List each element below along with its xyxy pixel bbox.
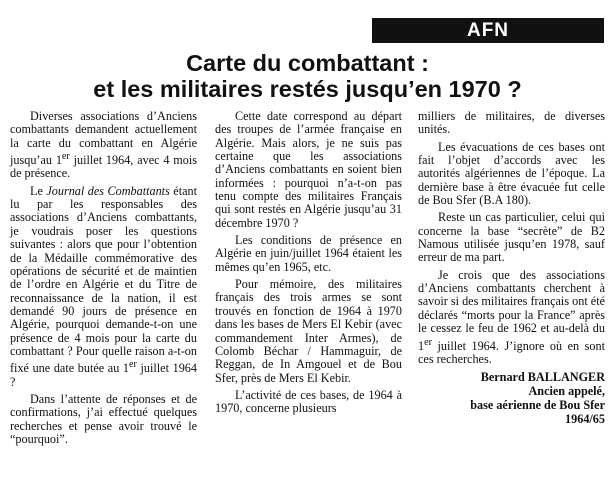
author-years: 1964/65 — [565, 412, 605, 427]
paragraph: Les évacuations de ces bases ont fait l’objet d’accords avec les autorités algériennes de l’époque. La dernière base à être évacuée fut celle de Bou Sfer (B.A 180). — [418, 139, 605, 208]
paragraph: L’activité de ces bases, de 1964 à 1970, concerne plusieurs — [215, 387, 402, 416]
section-badge: AFN — [372, 18, 604, 43]
paragraph: milliers de militaires, de diverses unités. — [418, 109, 605, 137]
paragraph: Je crois que des associations d’Anciens combattants cherchent à savoir si des militaires français ont été déclarés “morts pour la France” après le cessez le feu de 1962 et au-delà du 1er juillet 1964. J’ignore où en sont ces recherches. — [418, 267, 605, 366]
paragraph: Diverses associations d’Anciens combattants demandent actuellement la carte du combattant en Algérie jusqu’au 1er juillet 1964, avec 4 mois de présence. — [10, 109, 197, 181]
article-column-2 — [215, 110, 402, 420]
headline-line-2: et les militaires restés jusqu’en 1970 ? — [93, 76, 522, 102]
headline-line-1: Carte du combattant : — [186, 50, 429, 76]
article-column-1 — [10, 110, 197, 450]
paragraph: Dans l’attente de réponses et de confirmations, j’ai effectué quelques recherches et pense avoir trouvé le “pourquoi”. — [10, 392, 197, 447]
article-column-3 — [418, 110, 605, 426]
author-base: base aérienne de Bou Sfer — [470, 398, 605, 413]
article-headline — [0, 50, 615, 102]
paragraph: Reste un cas particulier, celui qui concerne la base “secrète” de B2 Namous utilisée jusqu’en 1978, sauf erreur de ma part. — [418, 210, 605, 265]
paragraph: Le Journal des Combattants étant lu par les responsables des associations d’Anciens combattants, je voudrais poser les questions suivantes : alors que pour l’obtention de la Médaille commémorative des opérations de sécurité et de maintien de l’ordre en Algérie et du Titre de reconnaissance de la nation, il est demandé 90 jours de présence en Algérie, pourquoi demande-t-on une présence de 4 mois pour la carte du combattant ? Pour quelle raison a-t-on fixé une date butée au 1er juillet 1964 ? — [10, 183, 197, 389]
author-name: Bernard BALLANGER — [480, 370, 605, 385]
paragraph: Pour mémoire, des militaires français des trois armes se sont trouvés en fonction de 1964 à 1970 dans les bases de Mers El Kebir (avec commandement Inter Armes), de Colomb Béchar / Hammaguir, de Reggan, de In Amgouel et de Bou Sfer, près de Mers El Kebir. — [215, 277, 402, 385]
paragraph: Cette date correspond au départ des troupes de l’armée française en Algérie. Mais alors, je ne suis pas certaine que les associations d’Anciens combattants en soient bien informées : pourquoi n’a-t-on pas tenu compte des militaires Français qui sont restés en Algérie jusqu’au 31 décembre 1970 ? — [215, 109, 402, 230]
author-title: Ancien appelé, — [528, 384, 605, 399]
author-signature — [418, 370, 605, 426]
paragraph: Les conditions de présence en Algérie en juin/juillet 1964 étaient les mêmes qu’en 1965, etc. — [215, 233, 402, 274]
